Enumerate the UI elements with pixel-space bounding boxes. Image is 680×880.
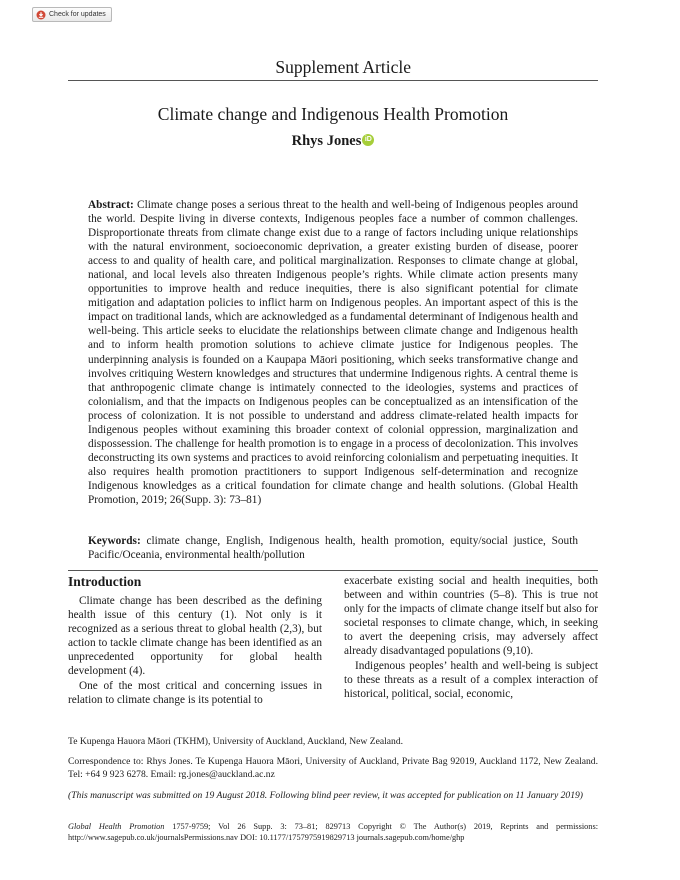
affiliation: Te Kupenga Hauora Māori (TKHM), University of Auckland, Auckland, New Zealand. [68, 736, 404, 747]
body-column-right [344, 574, 598, 701]
section-heading: Introduction [68, 574, 142, 589]
body-column-left [68, 574, 322, 707]
keywords-label: Keywords: [88, 535, 141, 547]
paragraph: Indigenous peoples’ health and well-being is subject to these threats as a result of a complex interaction of historical, political, social, economic, [344, 659, 598, 700]
author-name: Rhys Jones [291, 133, 362, 149]
journal-name: Global Health Promotion [68, 822, 165, 831]
paragraph: Climate change has been described as the defining health issue of this century (1). Not only is it recognized as a serious threat to global health (2,3), but action to tackle climate change has been identified as an unprecedented opportunity for global health development (4). [68, 595, 322, 678]
check-for-updates-button[interactable] [32, 7, 112, 22]
author-line [68, 131, 598, 151]
abstract-label: Abstract: [88, 199, 134, 211]
correspondence: Correspondence to: Rhys Jones. Te Kupenga Hauora Māori, University of Auckland, Private Bag 92019, Auckland 1172, New Zealand. Tel: +64 9 923 6278. Email: rg.jones@auckland.ac.nz [68, 756, 598, 780]
citation-line [68, 822, 598, 843]
keywords-text: climate change, English, Indigenous health, health promotion, equity/social justice, South Pacific/Oceania, environmental health/pollution [88, 535, 578, 562]
body-rule [68, 570, 598, 571]
orcid-icon[interactable]: iD [362, 134, 374, 146]
abstract [88, 198, 578, 507]
keywords [88, 534, 578, 562]
paragraph: One of the most critical and concerning issues in relation to climate change is its potential to [68, 679, 322, 706]
submission-note: (This manuscript was submitted on 19 August 2018. Following blind peer review, it was accepted for publication on 11 January 2019) [68, 790, 584, 801]
article-title: Climate change and Indigenous Health Promotion [157, 104, 509, 124]
check-for-updates-label: Check for updates [49, 11, 106, 18]
citation-text: 1757-9759; Vol 26 Supp. 3: 73–81; 829713 Copyright © The Author(s) 2019, Reprints and permissions: http://www.sagepub.co.uk/journalsPermissions.nav DOI: 10.1177/1757975919829713 journals.sagepub.com/home/ghp [68, 822, 598, 842]
paragraph: exacerbate existing social and health inequities, both between and within countries (5–8). This is true not only for the impacts of climate change itself but also for societal responses to climate change, which, in seeking to avert the deepening crisis, may adversely affect already disadvantaged populations (9,10). [344, 575, 598, 658]
abstract-text: Climate change poses a serious threat to the health and well-being of Indigenous peoples around the world. Despite living in diverse contexts, Indigenous peoples face a number of common challenges. Disproportionate threats from climate change exist due to a range of factors including unique relationships with the natural environment, socioeconomic deprivation, a greater existing burden of disease, poorer access to and quality of health care, and political marginalization. Responses to climate change at global, national, and local levels also threaten Indigenous people’s rights. While climate action presents many opportunities to improve health and reduce inequities, there is also significant potential for climate mitigation and adaptation policies to inflict harm on Indigenous peoples. An important aspect of this is the impact on traditional lands, which are acknowledged as a fundamental determinant of Indigenous health and well-being. This article seeks to elucidate the relationships between climate change and Indigenous health and to inform health promotion solutions to achieve climate justice for Indigenous peoples. The underpinning analysis is founded on a Kaupapa Māori positioning, which seeks transformative change and involves critiquing Western knowledges and structures that undermine Indigenous rights. A central theme is that anthropogenic climate change is intimately connected to the ideologies, systems and practices of colonialism, and that the impacts on Indigenous peoples can be conceptualized as an intensification of the process of colonization. It is not possible to understand and address climate-related health impacts for Indigenous peoples without examining this broader context of colonial oppression, marginalization and dispossession. The challenge for health promotion is to engage in a process of decolonization. This involves deconstructing its own systems and practices to avoid reinforcing colonialism and perpetuating inequities. It also requires health promotion practitioners to support Indigenous self-determination and recognize Indigenous knowledges as a critical foundation for climate change and health solutions. (Global Health Promotion, 2019; 26(Supp. 3): 73–81) [88, 199, 579, 506]
section-label: Supplement Article [275, 57, 411, 77]
update-icon [36, 10, 46, 20]
header-rule [68, 80, 598, 81]
